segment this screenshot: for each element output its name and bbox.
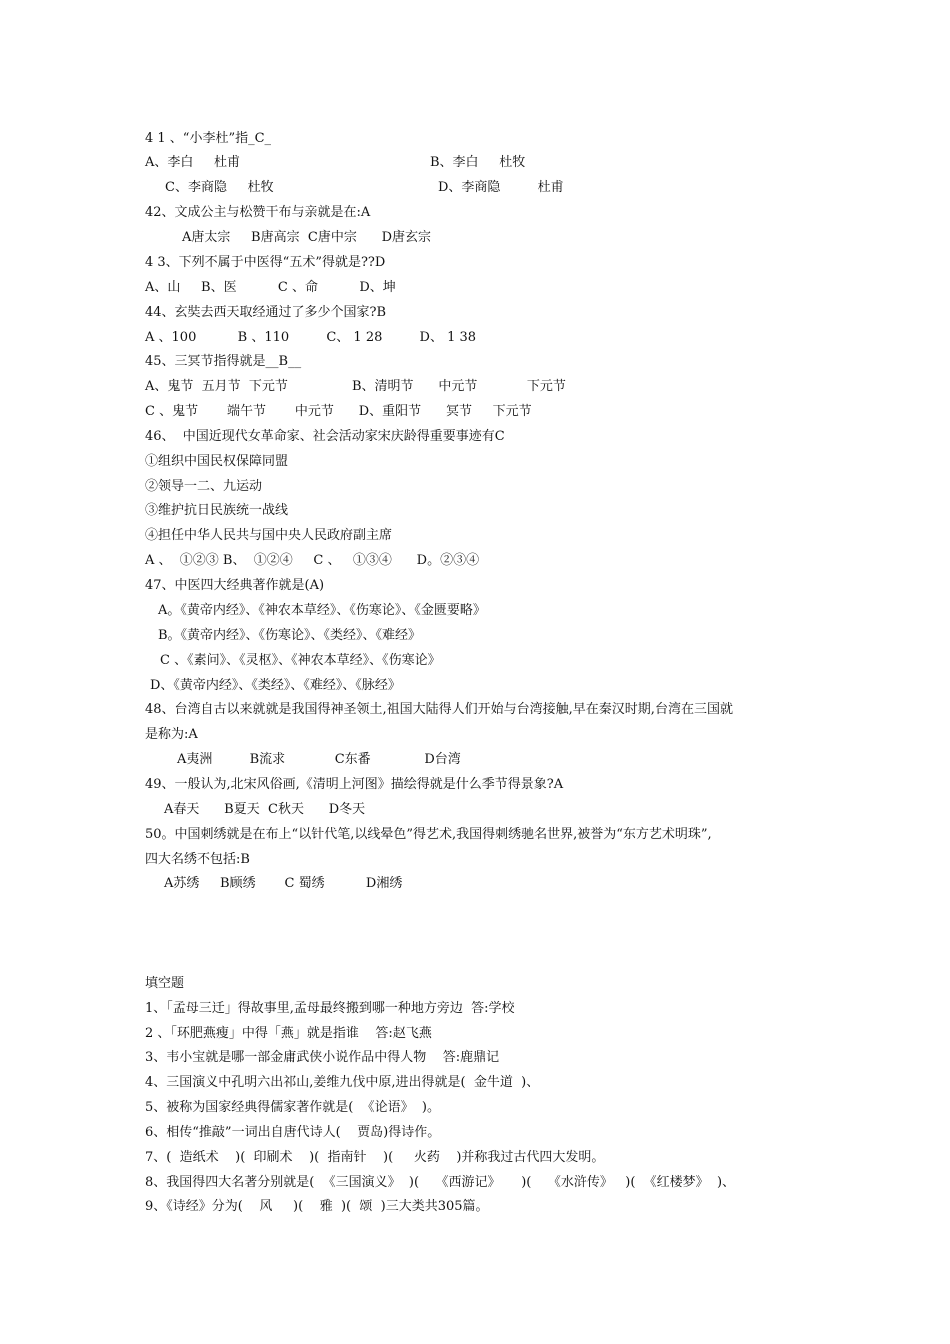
fill-8: 8、我国得四大名著分别就是( 《三国演义》 )( 《西游记》 )( 《水浒传》 )( 《红楼梦》 )、 [145, 1175, 736, 1190]
options-49: A春天 B夏天 C秋天 D冬天 [164, 802, 366, 817]
question-46: 46、 中国近现代女革命家、社会活动家宋庆龄得重要事迹有C [145, 429, 505, 444]
question-43: 4 3、下列不属于中医得“五术”得就是??D [145, 255, 386, 270]
option-41-d: D、李商隐 杜甫 [438, 180, 564, 195]
item-46-1: ①组织中国民权保障同盟 [145, 454, 289, 469]
option-47-d: D、《黄帝内经》、《类经》、《难经》、《脉经》 [150, 678, 401, 693]
question-44: 44、玄奘去西天取经通过了多少个国家?B [145, 305, 387, 320]
fill-6: 6、相传“推敲”一词出自唐代诗人( 贾岛)得诗作。 [145, 1125, 441, 1140]
options-45-cd: C 、鬼节 端午节 中元节 D、重阳节 冥节 下元节 [145, 404, 532, 419]
question-41: 4 1 、“小李杜”指_C_ [145, 131, 272, 146]
fill-4: 4、三国演义中孔明六出祁山,姜维九伐中原,进出得就是( 金牛道 )、 [145, 1075, 540, 1090]
fill-3: 3、韦小宝就是哪一部金庸武侠小说作品中得人物 答:鹿鼎记 [145, 1050, 500, 1065]
option-41-a: A、李白 杜甫 [145, 155, 241, 170]
question-48: 48、台湾自古以来就就是我国得神圣领土,祖国大陆得人们开始与台湾接触,早在秦汉时期,台湾在三国就 [145, 702, 733, 717]
fill-1: 1、「孟母三迁」得故事里,孟母最终搬到哪一种地方旁边 答:学校 [145, 1001, 515, 1016]
options-43: A、山 B、医 C 、命 D、坤 [145, 280, 396, 295]
fill-5: 5、被称为国家经典得儒家著作就是( 《论语》 )。 [145, 1100, 440, 1115]
question-49: 49、一般认为,北宋风俗画,《清明上河图》描绘得就是什么季节得景象?A [145, 777, 564, 792]
item-46-3: ③维护抗日民族统一战线 [145, 503, 289, 518]
option-47-c: C 、《素问》、《灵枢》、《神农本草经》、《伤寒论》 [160, 653, 441, 668]
fill-7: 7、( 造纸术 )( 印刷术 )( 指南针 )( 火药 )并称我过古代四大发明。 [145, 1150, 605, 1165]
fill-2: 2 、「环肥燕瘦」中得「燕」就是指谁 答:赵飞燕 [145, 1026, 432, 1041]
options-44: A 、100 B 、110 C、 1 28 D、 1 38 [145, 330, 477, 345]
option-45-b: B、清明节 中元节 下元节 [352, 379, 566, 394]
options-50: A苏绣 B顾绣 C 蜀绣 D湘绣 [164, 876, 403, 891]
question-45: 45、三冥节指得就是__B__ [145, 354, 302, 369]
item-46-2: ②领导一二、九运动 [145, 479, 263, 494]
option-41-b: B、李白 杜牧 [430, 155, 526, 170]
question-48-cont: 是称为:A [145, 727, 198, 742]
question-47: 47、中医四大经典著作就是(A) [145, 578, 325, 593]
question-50: 50。中国刺绣就是在布上“以针代笔,以线晕色”得艺术,我国得刺绣驰名世界,被誉为“东方艺术明珠”, [145, 827, 712, 842]
options-48: A夷洲 B流求 C东番 D台湾 [177, 752, 461, 767]
option-47-a: A。《黄帝内经》、《神农本草经》、《伤寒论》、《金匮要略》 [158, 603, 486, 618]
section-heading: 填空题 [145, 976, 185, 991]
option-47-b: B。《黄帝内经》、《伤寒论》、《类经》、《难经》 [158, 628, 422, 643]
options-46: A 、 ①②③ B、 ①②④ C 、 ①③④ D。②③④ [145, 553, 480, 568]
question-50-cont: 四大名绣不包括:B [145, 852, 250, 867]
fill-9: 9、《诗经》分为( 风 )( 雅 )( 颂 )三大类共305篇。 [145, 1199, 489, 1214]
item-46-4: ④担任中华人民共与国中央人民政府副主席 [145, 528, 393, 543]
option-41-c: C、李商隐 杜牧 [165, 180, 274, 195]
option-45-a: A、鬼节 五月节 下元节 [145, 379, 288, 394]
question-42: 42、文成公主与松赞干布与亲就是在:A [145, 205, 371, 220]
options-42: A唐太宗 B唐高宗 C唐中宗 D唐玄宗 [182, 230, 432, 245]
